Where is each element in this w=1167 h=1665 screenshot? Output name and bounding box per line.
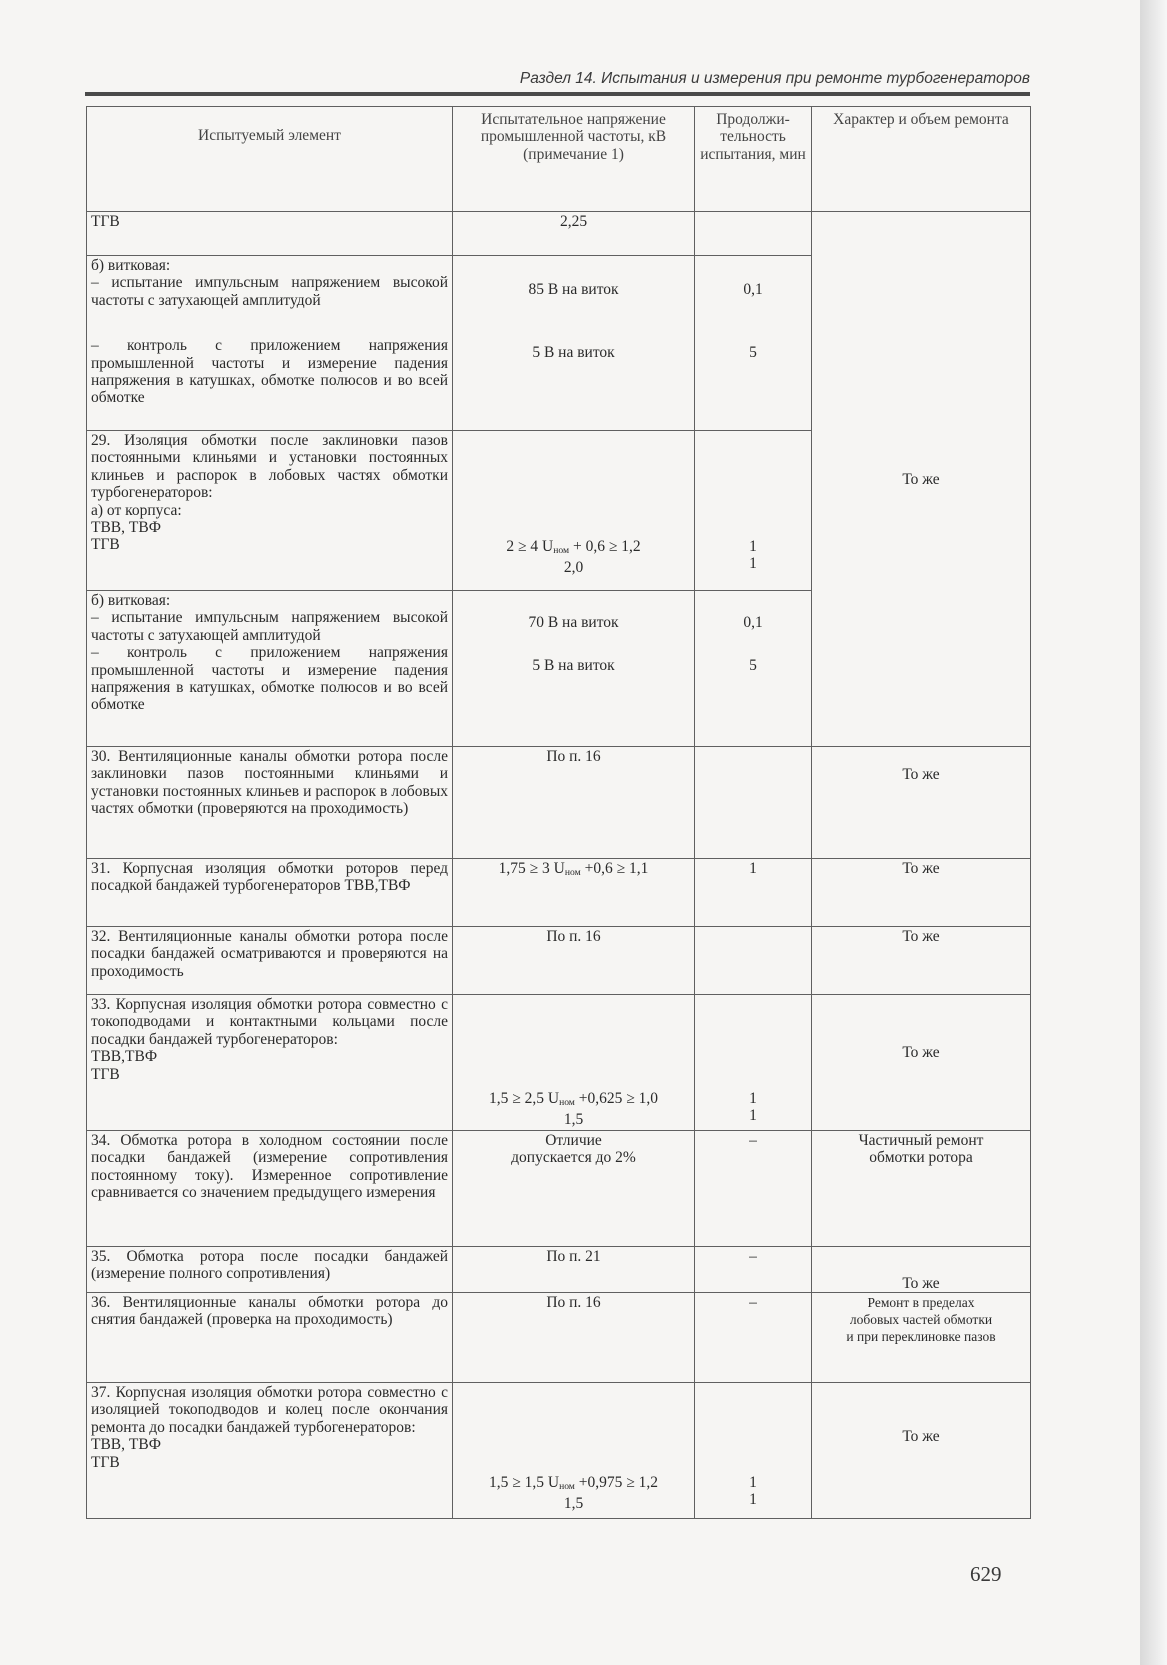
cell-duration <box>695 212 812 256</box>
page-edge <box>1140 0 1167 1665</box>
voltage-formula: 2 ≥ 4 $U_{ном} + 0,6 \ge 1,2$ <box>506 538 641 556</box>
col-header-element: Испытуемый элемент <box>87 107 453 212</box>
cell-duration <box>695 1383 812 1519</box>
table-row <box>87 1247 1031 1293</box>
cell-element: 36. Вентиляционные каналы обмотки ротора до снятия бандажей (проверка на проходимость) <box>87 1293 453 1383</box>
voltage-value: 85 В на виток <box>528 281 619 298</box>
cell-duration: – <box>695 1131 812 1247</box>
element-text: – испытание импульсным напряжением высокой частоты с затухающей амплитудой <box>91 609 448 644</box>
duration-value: 0,1 <box>743 614 763 631</box>
cell-duration <box>695 927 812 995</box>
col-header-voltage: Испытательное напряжение промышленной частоты, кВ (примечание 1) <box>453 107 695 212</box>
element-text: – контроль с приложением напряжения промышленной частоты и измерение падения напряжения в катушках, обмотке полюсов и во всей обмотке <box>91 337 448 407</box>
voltage-formula: 1,5 ≥ 2,5 $U_{ном} +0,625 \ge 1,0$ <box>488 1090 659 1108</box>
table-row <box>87 212 1031 256</box>
duration-value: 0,1 <box>743 281 763 298</box>
duration-value: 5 <box>749 657 757 675</box>
cell-repair <box>812 747 1031 859</box>
cell-repair <box>812 1131 1031 1247</box>
repair-text: То же <box>902 1044 940 1061</box>
table-row <box>87 927 1031 995</box>
voltage-formula: 1,5 ≥ 1,5 $U_{ном} +0,975 \ge 1,2$ <box>488 1474 659 1492</box>
cell-duration: – <box>695 1247 812 1293</box>
page-number: 629 <box>970 1562 1002 1586</box>
repair-text: То же <box>902 1274 940 1292</box>
header-rule <box>85 92 1030 96</box>
cell-element <box>87 995 453 1131</box>
voltage-value: 70 В на виток <box>528 614 619 631</box>
element-text: б) витковая: <box>91 257 171 274</box>
cell-duration <box>695 747 812 859</box>
cell-duration: – <box>695 1293 812 1383</box>
cell-voltage: По п. 16 <box>453 1293 695 1383</box>
cell-duration <box>695 431 812 591</box>
element-text: ТВВ,ТВФ <box>91 1048 158 1066</box>
cell-voltage: 1,75 ≥ 3 $U_{ном} +0,6 \ge 1,1$ <box>453 859 695 927</box>
repair-text: То же <box>902 1428 940 1445</box>
element-text: ТГВ <box>91 536 120 554</box>
voltage-value: 1,5 <box>563 1111 584 1129</box>
element-text: – контроль с приложением напряжения промышленной частоты и измерение падения напряжения в катушках, обмотке полюсов и во всей обмотке <box>91 644 448 714</box>
element-text: ТГВ <box>91 1453 120 1471</box>
duration-value: 1 <box>749 1090 757 1107</box>
table-row <box>87 1293 1031 1383</box>
duration-value: 1 <box>749 1474 757 1491</box>
cell-repair: То же <box>812 859 1031 927</box>
voltage-value: 1,5 <box>563 1495 584 1513</box>
cell-voltage: По п. 16 <box>453 747 695 859</box>
cell-duration: 1 <box>695 859 812 927</box>
cell-voltage: По п. 21 <box>453 1247 695 1293</box>
cell-element: 35. Обмотка ротора после посадки бандажей (измерение полного сопротивления) <box>87 1247 453 1293</box>
repair-text: Частичный ремонт обмотки ротора <box>858 1132 984 1167</box>
cell-duration <box>695 256 812 431</box>
element-text: 29. Изоляция обмотки после заклиновки пазов постоянными клиньями и установки постоянных клиньев и распорок в лобовых частях обмотки турбогенераторов: <box>91 432 448 502</box>
cell-voltage: 2,25 <box>453 212 695 256</box>
cell-voltage <box>453 995 695 1131</box>
cell-repair <box>812 1293 1031 1383</box>
cell-element: 31. Корпусная изоляция обмотки роторов перед посадкой бандажей турбогенераторов ТВВ,ТВФ <box>87 859 453 927</box>
cell-element <box>87 256 453 431</box>
duration-value: 1 <box>749 555 757 573</box>
cell-element: 34. Обмотка ротора в холодном состоянии после посадки бандажей (измерение сопротивления постоянному току). Измеренное сопротивление сравнивается со значением предыдущего измерения <box>87 1131 453 1247</box>
table-row <box>87 995 1031 1131</box>
table-row <box>87 1131 1031 1247</box>
element-text: 37. Корпусная изоляция обмотки ротора совместно с изоляцией токоподводов и колец после окончания ремонта до посадки бандажей турбогенераторов: <box>91 1384 448 1436</box>
cell-element: 30. Вентиляционные каналы обмотки ротора после заклиновки пазов постоянными клиньями и установки постоянных клиньев и распорок в лобовых частях обмотки (проверяются на проходимость) <box>87 747 453 859</box>
table-row <box>87 1383 1031 1519</box>
cell-element: 32. Вентиляционные каналы обмотки ротора после посадки бандажей осматриваются и проверяются на проходимость <box>87 927 453 995</box>
cell-element <box>87 431 453 591</box>
col-header-duration: Продолжи-тельность испытания, мин <box>695 107 812 212</box>
repair-text: Ремонт в пределах лобовых частей обмотки и при переклиновке пазов <box>846 1295 996 1344</box>
table-row <box>87 747 1031 859</box>
element-text: ТВВ, ТВФ <box>91 519 161 537</box>
cell-voltage <box>453 1383 695 1519</box>
cell-repair <box>812 1247 1031 1293</box>
repair-text: То же <box>902 470 940 488</box>
duration-value: 1 <box>749 538 757 555</box>
cell-repair: То же <box>812 927 1031 995</box>
cell-voltage <box>453 256 695 431</box>
cell-duration <box>695 995 812 1131</box>
cell-element <box>87 591 453 747</box>
cell-voltage <box>453 591 695 747</box>
cell-repair <box>812 995 1031 1131</box>
cell-voltage <box>453 1131 695 1247</box>
duration-value: 1 <box>749 1491 757 1509</box>
cell-voltage <box>453 431 695 591</box>
element-text: 33. Корпусная изоляция обмотки ротора совместно с токоподводами и контактными кольцами после посадки бандажей турбогенераторов: <box>91 996 448 1048</box>
voltage-note: Отличие допускается до 2% <box>511 1132 636 1167</box>
cell-repair <box>812 1383 1031 1519</box>
duration-value: 5 <box>749 344 757 362</box>
repair-text: То же <box>902 766 940 783</box>
table-row <box>87 859 1031 927</box>
table-header-row <box>87 107 1031 212</box>
voltage-value: 5 В на виток <box>532 657 615 675</box>
cell-duration <box>695 591 812 747</box>
running-header: Раздел 14. Испытания и измерения при ремонте турбогенераторов <box>519 70 1030 87</box>
element-text: – испытание импульсным напряжением высокой частоты с затухающей амплитудой <box>91 274 448 309</box>
cell-repair <box>812 212 1031 747</box>
col-header-repair: Характер и объем ремонта <box>812 107 1031 212</box>
element-text: ТГВ <box>91 1065 120 1083</box>
element-text: а) от корпуса: <box>91 501 182 519</box>
element-text: б) витковая: <box>91 592 171 609</box>
cell-element: ТГВ <box>87 212 453 256</box>
cell-voltage: По п. 16 <box>453 927 695 995</box>
duration-value: 1 <box>749 1107 757 1125</box>
voltage-value: 5 В на виток <box>532 344 615 362</box>
cell-element <box>87 1383 453 1519</box>
element-text: ТВВ, ТВФ <box>91 1436 161 1454</box>
voltage-value: 2,0 <box>563 559 584 577</box>
test-table <box>86 106 1031 1519</box>
